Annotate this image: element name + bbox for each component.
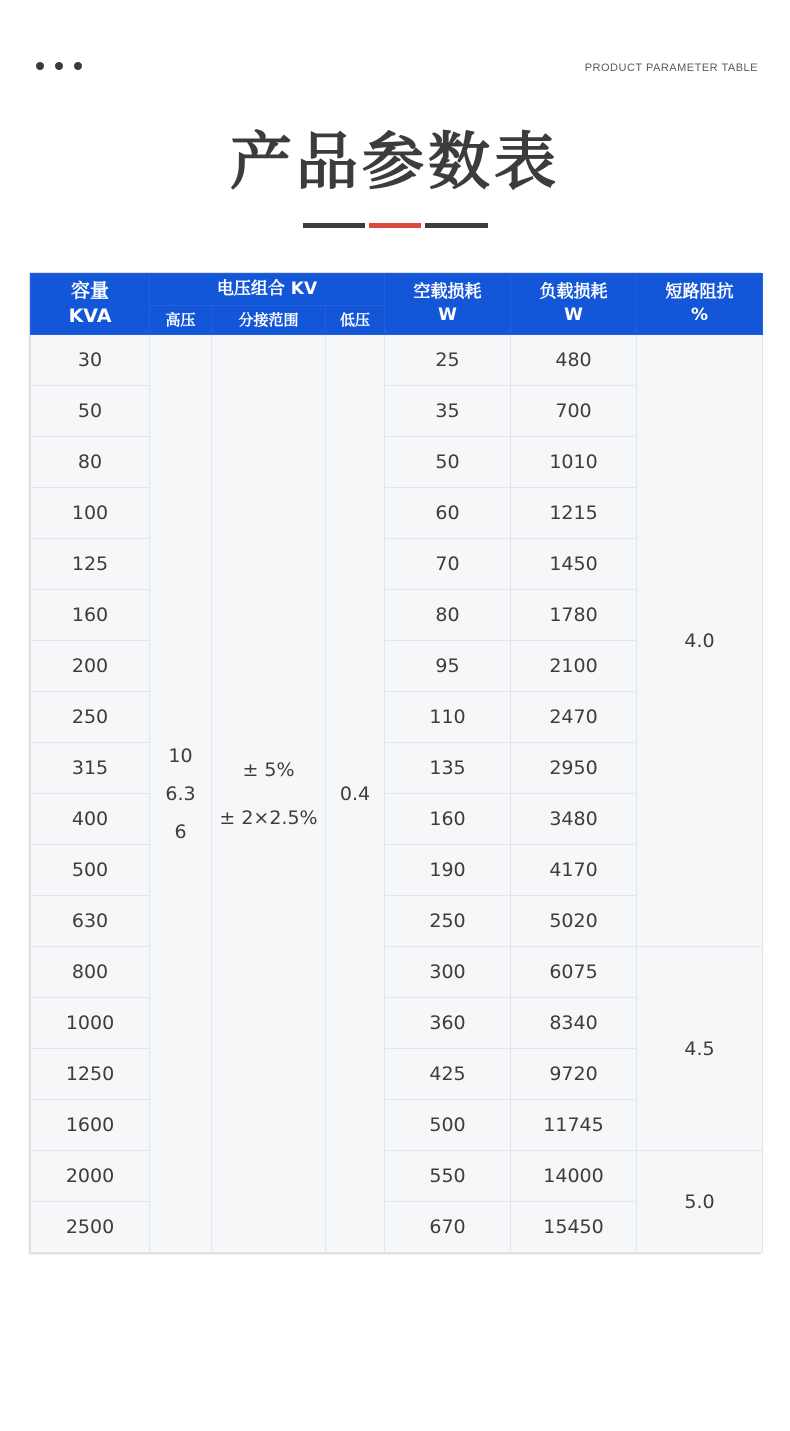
page-header xyxy=(0,0,790,100)
cell-low-voltage: 0.4 xyxy=(326,335,385,1253)
cell-load-loss: 2470 xyxy=(511,692,637,743)
divider-segment-right xyxy=(425,223,488,228)
header-no-load-loss: 空载损耗 W xyxy=(385,274,511,335)
table-row xyxy=(31,335,763,386)
cell-load-loss: 15450 xyxy=(511,1202,637,1253)
cell-load-loss: 14000 xyxy=(511,1151,637,1202)
table-header-row-1 xyxy=(31,274,763,306)
cell-no-load-loss: 250 xyxy=(385,896,511,947)
cell-load-loss: 1010 xyxy=(511,437,637,488)
cell-load-loss: 5020 xyxy=(511,896,637,947)
cell-no-load-loss: 160 xyxy=(385,794,511,845)
cell-load-loss: 1450 xyxy=(511,539,637,590)
cell-capacity: 630 xyxy=(31,896,150,947)
cell-capacity: 50 xyxy=(31,386,150,437)
header-low-voltage: 低压 xyxy=(326,306,385,335)
cell-no-load-loss: 300 xyxy=(385,947,511,998)
page-title: 产品参数表 xyxy=(229,125,560,198)
cell-no-load-loss: 80 xyxy=(385,590,511,641)
cell-capacity: 2000 xyxy=(31,1151,150,1202)
cell-load-loss: 11745 xyxy=(511,1100,637,1151)
title-divider xyxy=(303,222,488,228)
cell-capacity: 1600 xyxy=(31,1100,150,1151)
parameter-table-container xyxy=(29,272,761,1254)
header-eyebrow-text: PRODUCT PARAMETER TABLE xyxy=(584,62,758,74)
cell-capacity: 250 xyxy=(31,692,150,743)
cell-capacity: 100 xyxy=(31,488,150,539)
cell-no-load-loss: 670 xyxy=(385,1202,511,1253)
header-tap-range: 分接范围 xyxy=(212,306,326,335)
cell-impedance: 4.5 xyxy=(637,947,763,1151)
table-row xyxy=(31,947,763,998)
cell-capacity: 160 xyxy=(31,590,150,641)
cell-capacity: 400 xyxy=(31,794,150,845)
cell-high-voltage: 10 6.3 6 xyxy=(150,335,212,1253)
cell-no-load-loss: 110 xyxy=(385,692,511,743)
cell-load-loss: 2100 xyxy=(511,641,637,692)
cell-no-load-loss: 35 xyxy=(385,386,511,437)
cell-no-load-loss: 60 xyxy=(385,488,511,539)
header-load-loss: 负载损耗 W xyxy=(511,274,637,335)
cell-impedance: 5.0 xyxy=(637,1151,763,1253)
cell-no-load-loss: 360 xyxy=(385,998,511,1049)
header-short-circuit-impedance: 短路阻抗 % xyxy=(637,274,763,335)
cell-no-load-loss: 70 xyxy=(385,539,511,590)
cell-capacity: 200 xyxy=(31,641,150,692)
cell-load-loss: 9720 xyxy=(511,1049,637,1100)
cell-no-load-loss: 25 xyxy=(385,335,511,386)
cell-impedance: 4.0 xyxy=(637,335,763,947)
divider-segment-left xyxy=(303,223,366,228)
cell-capacity: 2500 xyxy=(31,1202,150,1253)
cell-load-loss: 1780 xyxy=(511,590,637,641)
cell-load-loss: 8340 xyxy=(511,998,637,1049)
footer-spacer xyxy=(0,1254,790,1294)
cell-no-load-loss: 425 xyxy=(385,1049,511,1100)
cell-capacity: 500 xyxy=(31,845,150,896)
cell-capacity: 1000 xyxy=(31,998,150,1049)
cell-capacity: 80 xyxy=(31,437,150,488)
cell-capacity: 800 xyxy=(31,947,150,998)
table-header xyxy=(31,274,763,335)
cell-no-load-loss: 135 xyxy=(385,743,511,794)
cell-tap-range: ± 5% ± 2×2.5% xyxy=(212,335,326,1253)
cell-capacity: 30 xyxy=(31,335,150,386)
cell-no-load-loss: 50 xyxy=(385,437,511,488)
cell-capacity: 125 xyxy=(31,539,150,590)
divider-segment-accent xyxy=(369,223,421,228)
header-capacity: 容量 KVA xyxy=(31,274,150,335)
cell-load-loss: 700 xyxy=(511,386,637,437)
cell-load-loss: 480 xyxy=(511,335,637,386)
title-block xyxy=(0,125,790,228)
cell-load-loss: 1215 xyxy=(511,488,637,539)
cell-load-loss: 3480 xyxy=(511,794,637,845)
cell-no-load-loss: 95 xyxy=(385,641,511,692)
cell-load-loss: 4170 xyxy=(511,845,637,896)
parameter-table xyxy=(30,273,763,1253)
cell-load-loss: 2950 xyxy=(511,743,637,794)
cell-no-load-loss: 500 xyxy=(385,1100,511,1151)
cell-no-load-loss: 550 xyxy=(385,1151,511,1202)
cell-capacity: 315 xyxy=(31,743,150,794)
header-voltage-group: 电压组合 KV xyxy=(150,274,385,306)
table-body xyxy=(31,335,763,1253)
cell-no-load-loss: 190 xyxy=(385,845,511,896)
three-dots-icon xyxy=(36,62,82,70)
cell-load-loss: 6075 xyxy=(511,947,637,998)
header-high-voltage: 高压 xyxy=(150,306,212,335)
cell-capacity: 1250 xyxy=(31,1049,150,1100)
table-row xyxy=(31,1151,763,1202)
